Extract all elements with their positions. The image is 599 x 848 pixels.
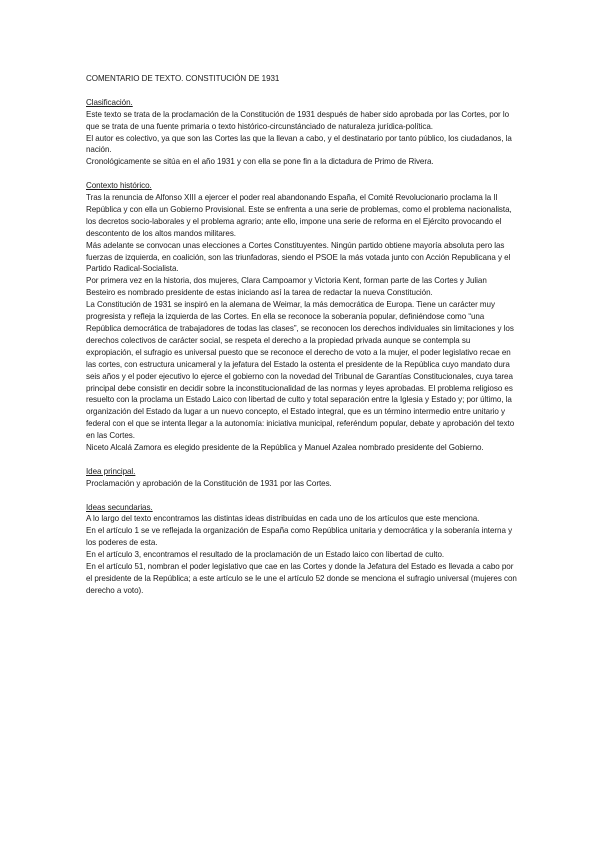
paragraph: En el artículo 51, nombran el poder legislativo que cae en las Cortes y donde la Jefatura del Estado es llevada a cabo por el presidente de la República; a este artículo se le une el artículo 52 donde se menciona el sufragio universal (mujeres con derecho a voto). (86, 562, 517, 595)
section-ideas-secundarias (86, 502, 518, 597)
paragraph: En el artículo 1 se ve reflejada la organización de España como República unitaria y democrática y la soberanía interna y los poderes de esta. (86, 526, 513, 548)
section-heading: Ideas secundarias. (86, 502, 153, 512)
paragraph: La Constitución de 1931 se inspiró en la alemana de Weimar, la más democrática de Europa. Tiene un carácter muy progresista y refleja la izquierda de las Cortes. En ella se reconoce la soberanía popular, definiéndose como “una República democrática de trabajadores de todas las clases”, se reconocen los derechos individuales sin limitaciones y los derechos colectivos de carácter social, se respeta el derecho a la propiedad privada aunque se contempla su expropiación, el sufragio es universal puesto que se reconoce el derecho de voto a la mujer, el poder legislativo recae en las cortes, con estructura unicameral y la jefatura del Estado la ostenta el presidente de la República cuyo mandato dura seis años y el poder ejecutivo lo ejerce el gobierno con la novedad del Tribunal de Garantías Constitucionales, cuya tarea principal debe consistir en decidir sobre la inconstitucionalidad de las normas y leyes aprobadas. El problema religioso es resuelto con la proclama un Estado Laico con libertad de culto y total separación entre la Iglesia y Estado y; por último, la organización del Estado da lugar a un nuevo concepto, el Estado integral, que es un término intermedio entre unitario y federal con el que se intenta llegar a la autonomía: iniciativa municipal, referéndum popular, debate y aprobación del texto en las Cortes. (86, 300, 515, 441)
paragraph: Este texto se trata de la proclamación de la Constitución de 1931 después de haber sido aprobada por las Cortes, por lo que se trata de una fuente primaria o texto histórico-circunstánciado de naturaleza jurídica-política. (86, 109, 510, 131)
paragraph: A lo largo del texto encontramos las distintas ideas distribuidas en cada uno de los artículos que este menciona. (86, 514, 480, 524)
paragraph: Por primera vez en la historia, dos mujeres, Clara Campoamor y Victoria Kent, forman parte de las Cortes y Julian Besteiro es nombrado presidente de estas iniciando así la tarea de redactar la nueva Constitución. (86, 276, 487, 298)
paragraph: En el artículo 3, encontramos el resultado de la proclamación de un Estado laico con libertad de culto. (86, 550, 445, 560)
paragraph: El autor es colectivo, ya que son las Cortes las que la llevan a cabo, y el destinatario por tanto público, los ciudadanos, la nación. (86, 133, 512, 155)
section-contexto-historico (86, 180, 518, 454)
paragraph: Niceto Alcalá Zamora es elegido presidente de la República y Manuel Azalea nombrado presidente del Gobierno. (86, 443, 484, 453)
paragraph: Más adelante se convocan unas elecciones a Cortes Constituyentes. Ningún partido obtiene mayoría absoluta pero las fuerzas de izquierda, en coalición, son las triunfadoras, siendo el PSOE la más votada junto con Acción Republicana y el Partido Radical-Socialista. (86, 240, 511, 274)
paragraph: Cronológicamente se sitúa en el año 1931 y con ella se pone fin a la dictadura de Primo de Rivera. (86, 157, 434, 167)
paragraph: Proclamación y aprobación de la Constitución de 1931 por las Cortes. (86, 478, 332, 488)
document-title: COMENTARIO DE TEXTO. CONSTITUCIÓN DE 1931 (86, 74, 280, 83)
section-clasificacion (86, 97, 518, 168)
section-idea-principal (86, 466, 518, 490)
section-heading: Idea principal. (86, 466, 136, 476)
section-heading: Clasificación. (86, 97, 133, 107)
paragraph: Tras la renuncia de Alfonso XIII a ejercer el poder real abandonando España, el Comité Revolucionario proclama la II República y con ella un Gobierno Provisional. Este se enfrenta a una serie de problemas, como el problema nacionalista, los decretos socio-laborales y el problema agrario; ante ello, impone una serie de reforma en el Ejército provocando el descontento de los altos mandos militares. (86, 193, 512, 238)
section-heading: Contexto histórico. (86, 181, 152, 191)
document-body (86, 73, 518, 609)
